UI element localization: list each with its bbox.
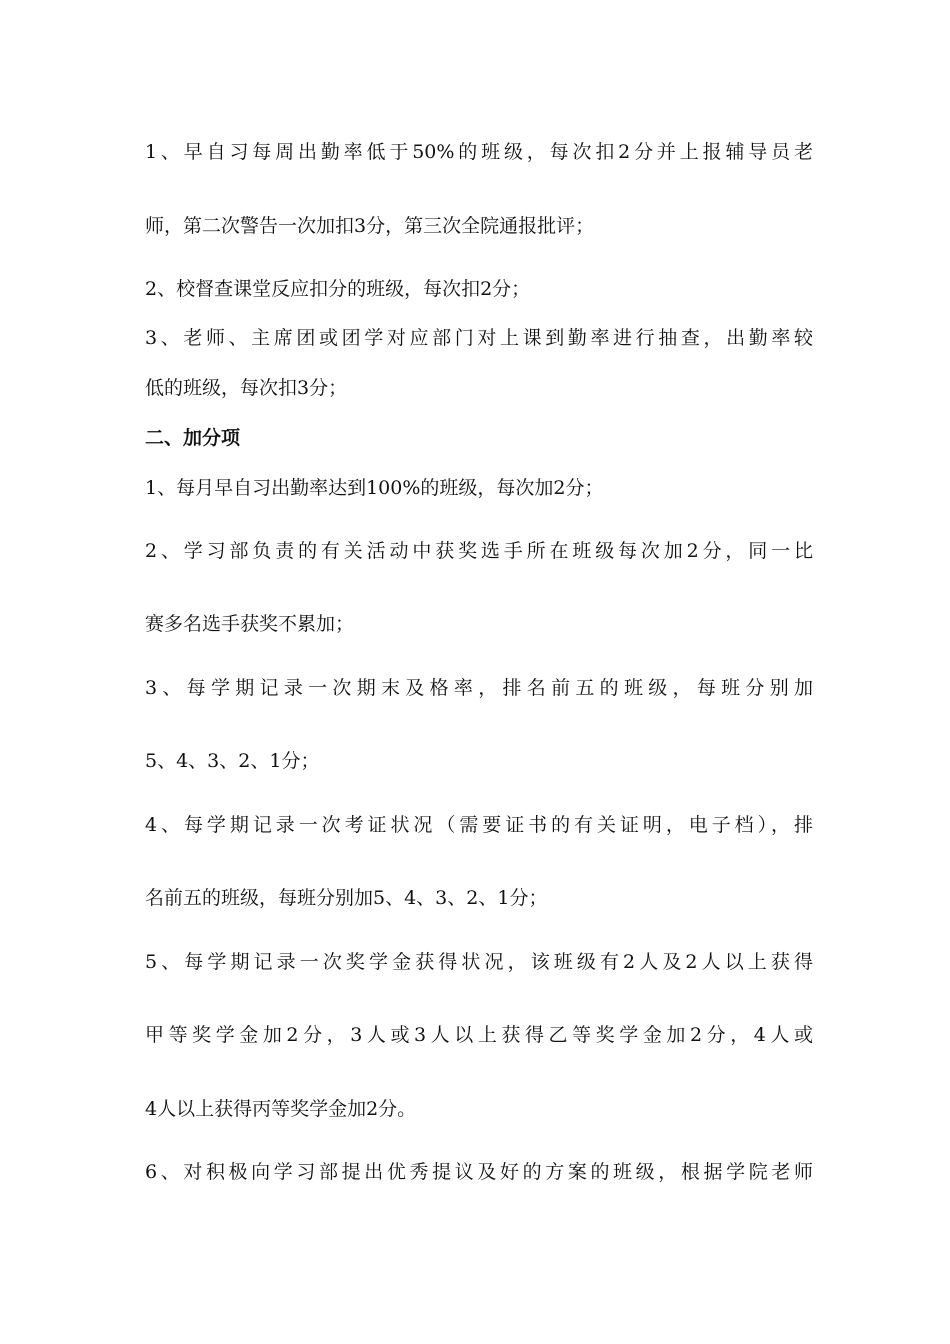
rule-bonus-5-line-1: 5、每学期记录一次奖学金获得状况，该班级有2人及2人以上获得 — [145, 951, 813, 973]
rule-deduct-2: 2、校督查课堂反应扣分的班级，每次扣2分； — [145, 278, 531, 300]
rule-deduct-1-line-1: 1、早自习每周出勤率低于50%的班级，每次扣2分并上报辅导员老 — [145, 141, 813, 163]
rule-bonus-4-line-2: 名前五的班级，每班分别加5、4、3、2、1分； — [145, 887, 548, 909]
rule-bonus-2-line-1: 2、学习部负责的有关活动中获奖选手所在班级每次加2分，同一比 — [145, 540, 813, 562]
rule-bonus-5-line-3: 4人以上获得丙等奖学金加2分。 — [145, 1098, 417, 1120]
rule-bonus-1: 1、每月早自习出勤率达到100%的班级，每次加2分； — [145, 477, 604, 499]
rule-bonus-3-line-1: 3、每学期记录一次期末及格率，排名前五的班级，每班分别加 — [145, 677, 813, 699]
rule-bonus-5-line-2: 甲等奖学金加2分，3人或3人以上获得乙等奖学金加2分，4人或 — [145, 1024, 813, 1046]
rule-bonus-6-line-1: 6、对积极向学习部提出优秀提议及好的方案的班级，根据学院老师 — [145, 1161, 813, 1183]
rule-bonus-2-line-2: 赛多名选手获奖不累加； — [145, 613, 355, 635]
rule-deduct-3-line-1: 3、老师、主席团或团学对应部门对上课到勤率进行抽查，出勤率较 — [145, 327, 813, 349]
rule-bonus-3-line-2: 5、4、3、2、1分； — [145, 750, 320, 772]
rule-deduct-3-line-2: 低的班级，每次扣3分； — [145, 377, 348, 399]
rule-deduct-1-line-2: 师，第二次警告一次加扣3分，第三次全院通报批评； — [145, 215, 595, 237]
section-heading-bonus: 二、加分项 — [145, 427, 241, 449]
rule-bonus-4-line-1: 4、每学期记录一次考证状况（需要证书的有关证明，电子档），排 — [145, 814, 813, 836]
